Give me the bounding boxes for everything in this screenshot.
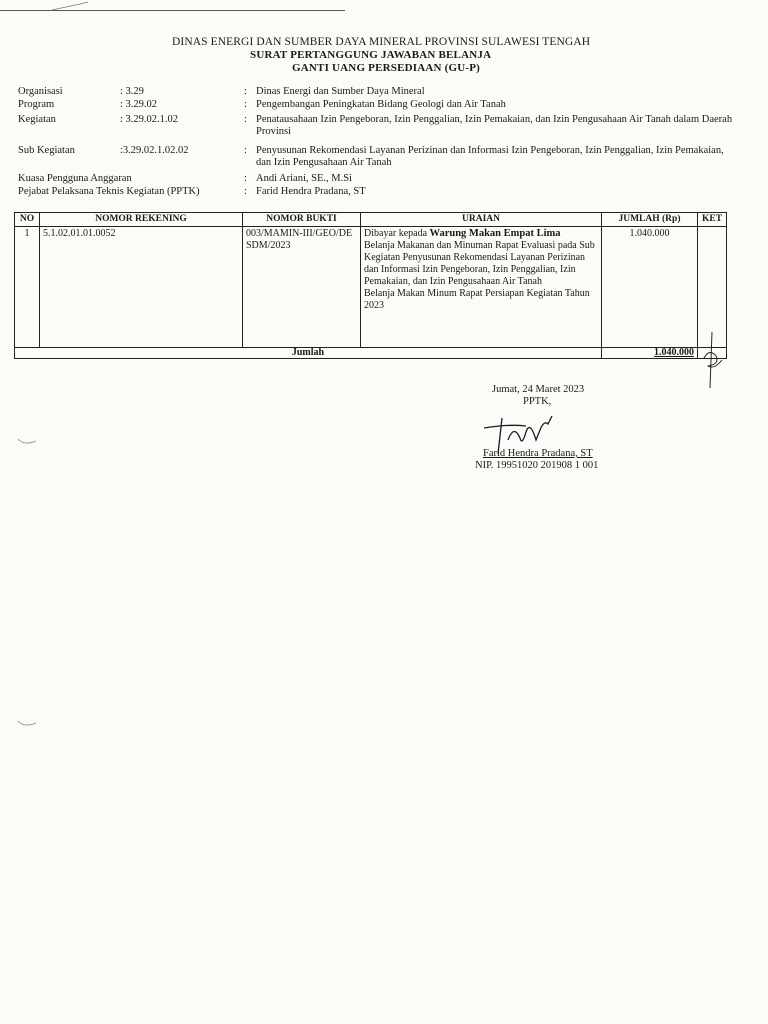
info-value: Andi Ariani, SE., M.Si [256,173,352,184]
info-value: Farid Hendra Pradana, ST [256,186,366,197]
info-value: Pengembangan Peningkatan Bidang Geologi dan Air Tanah [256,99,506,110]
punch-hole-mark [16,718,38,730]
info-value: Dinas Energi dan Sumber Daya Mineral [256,86,425,97]
total-label: Jumlah [15,348,602,359]
punch-hole-mark [16,436,38,448]
info-label: Kegiatan [18,114,56,125]
scan-artifact-mark [50,0,90,14]
cell-nomor-rekening: 5.1.02.01.01.0052 [40,227,243,348]
info-colon: : [244,186,247,197]
info-colon: : [244,86,247,97]
signature-date: Jumat, 24 Maret 2023 [492,384,585,395]
header-ket: KET [698,213,727,227]
info-label: Sub Kegiatan [18,145,75,156]
uraian-prefix: Dibayar kepada [364,228,430,239]
header-no: NO [15,213,40,227]
cell-nomor-bukti: 003/MAMIN-III/GEO/DESDM/2023 [243,227,361,348]
initial-mark-icon [700,330,726,390]
info-colon: : [244,114,247,125]
info-code: : 3.29 [120,86,144,97]
handwritten-signature [478,410,568,458]
signatory-name: Farid Hendra Pradana, ST [483,448,593,459]
uraian-vendor: Warung Makan Empat Lima [429,228,561,239]
cell-uraian [361,227,602,348]
total-value: 1.040.000 [602,348,698,359]
signature-role: PPTK, [523,396,552,407]
uraian-body: Belanja Makanan dan Minuman Rapat Evaluasi pada Sub Kegiatan Penyusunan Rekomendasi Layanan Perizinan dan Informasi Izin Pengeboran, Izin Penggalian, Izin Pemakaian, dan Izin Pengusahaan Air Tanah [364,240,595,287]
agency-title: DINAS ENERGI DAN SUMBER DAYA MINERAL PROVINSI SULAWESI TENGAH [172,36,591,48]
info-colon: : [244,99,247,110]
header-nomor-bukti: NOMOR BUKTI [243,213,361,227]
info-label: Organisasi [18,86,63,97]
info-value: Penyusunan Rekomendasi Layanan Perizinan dan Informasi Izin Pengeboran, Izin Penggalian, Izin Pemakaian, dan Izin Pengusahaan Air Tanah [256,145,724,168]
info-label: Program [18,99,55,110]
header-uraian: URAIAN [361,213,602,227]
signatory-nip: NIP. 19951020 201908 1 001 [475,460,599,471]
table-header-row [15,213,727,227]
document-title: SURAT PERTANGGUNG JAWABAN BELANJA [250,49,492,61]
info-code: :3.29.02.1.02.02 [120,145,189,156]
cell-no: 1 [15,227,40,348]
header-nomor-rekening: NOMOR REKENING [40,213,243,227]
info-label: Pejabat Pelaksana Teknis Kegiatan (PPTK) [18,186,200,197]
info-code: : 3.29.02 [120,99,158,110]
header-jumlah: JUMLAH (Rp) [602,213,698,227]
table-total-row [15,348,727,359]
document-subtitle: GANTI UANG PERSEDIAAN (GU-P) [292,62,481,74]
info-colon: : [244,145,247,156]
info-value: Penatausahaan Izin Pengeboran, Izin Penggalian, Izin Pemakaian, dan Izin Pengusahaan Air Tanah dalam Daerah Provinsi [256,114,733,137]
uraian-note: Belanja Makan Minum Rapat Persiapan Kegiatan Tahun 2023 [364,288,590,311]
cell-jumlah: 1.040.000 [602,227,698,348]
expense-table [14,212,727,359]
info-label: Kuasa Pengguna Anggaran [18,173,132,184]
info-code: : 3.29.02.1.02 [120,114,179,125]
table-row [15,227,727,348]
info-colon: : [244,173,247,184]
